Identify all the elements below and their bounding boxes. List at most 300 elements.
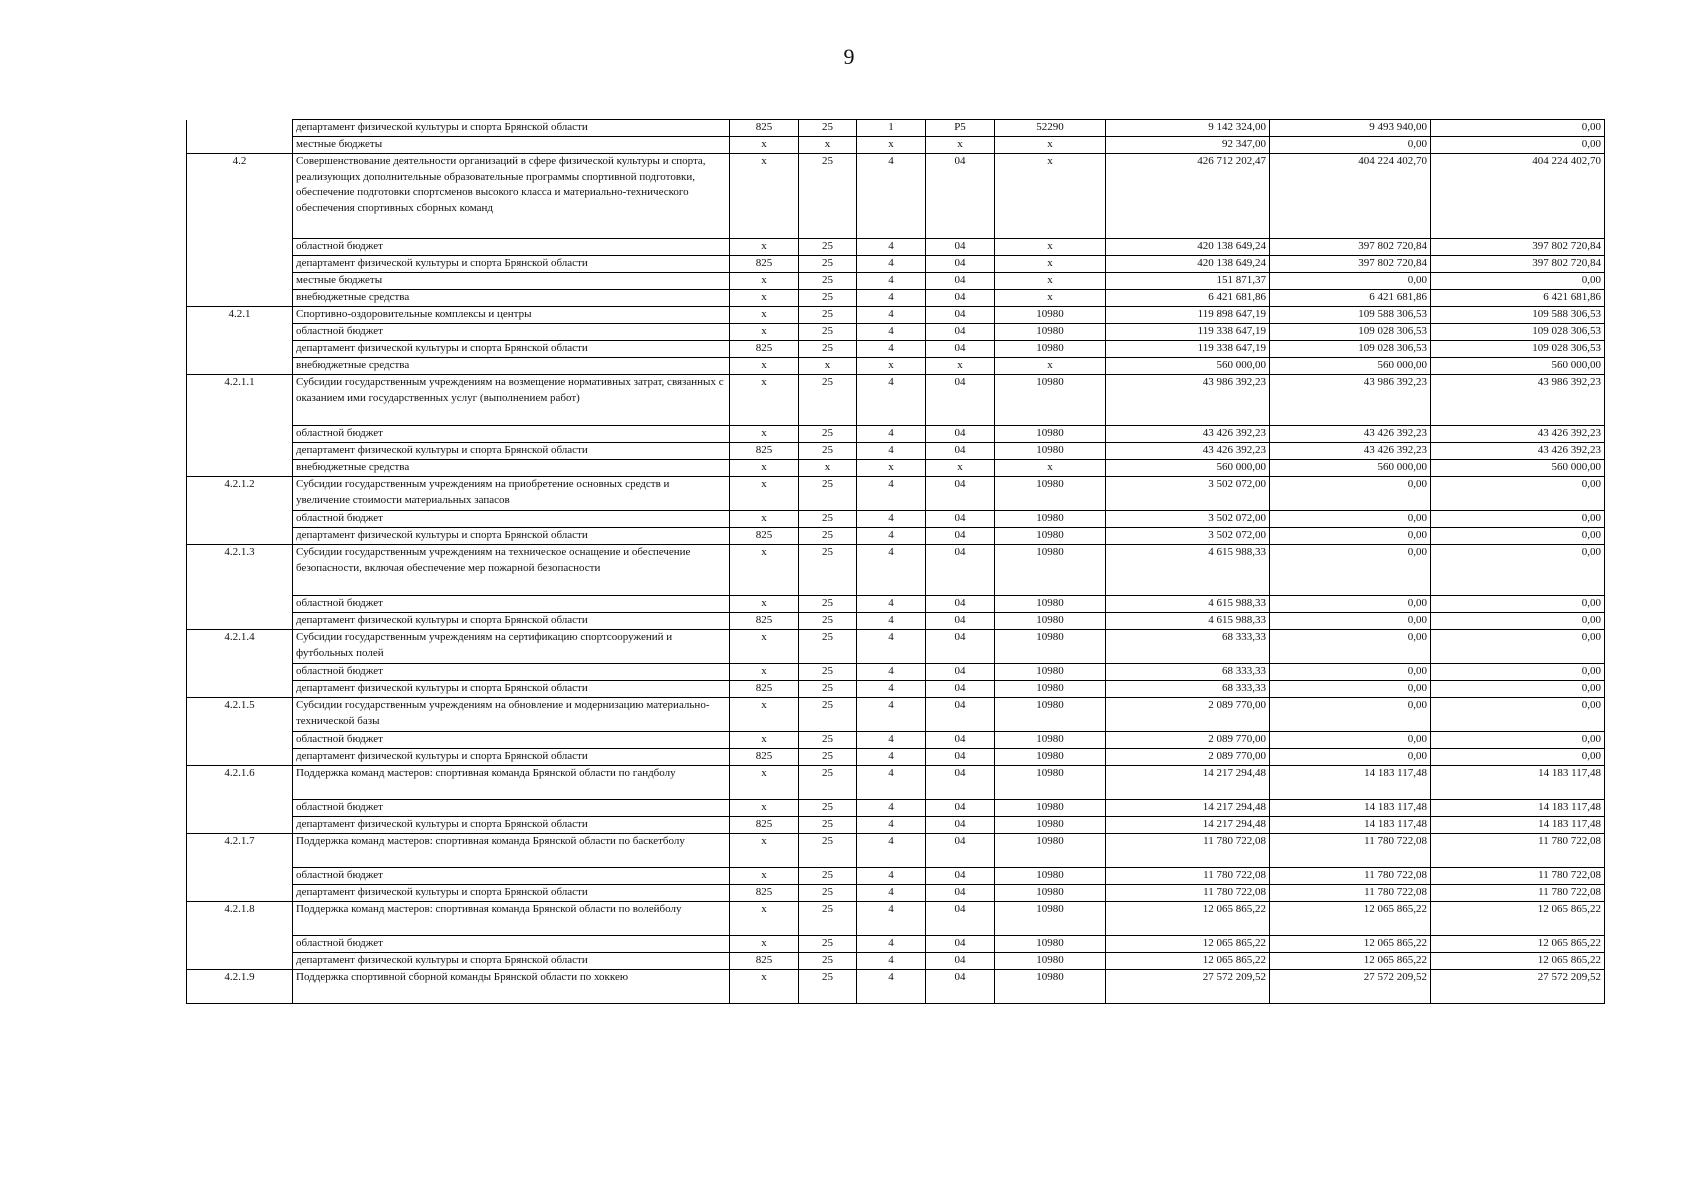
row-number-cell: 4.2	[187, 154, 293, 239]
description-cell: Поддержка спортивной сборной команды Брянской области по хоккею	[293, 970, 730, 1004]
amount-year1-cell: 11 780 722,08	[1106, 868, 1270, 885]
code-sub-cell: 4	[857, 477, 926, 511]
code-main-cell: 04	[926, 596, 995, 613]
amount-year3-cell: 43 426 392,23	[1431, 426, 1605, 443]
amount-year1-cell: 27 572 209,52	[1106, 970, 1270, 1004]
code-pr-cell: 25	[799, 800, 857, 817]
amount-year2-cell: 0,00	[1270, 749, 1431, 766]
code-direction-cell: 10980	[995, 545, 1106, 596]
amount-year1-cell: 12 065 865,22	[1106, 902, 1270, 936]
description-cell: Субсидии государственным учреждениям на сертификацию спортсооружений и футбольных полей	[293, 630, 730, 664]
code-sub-cell: x	[857, 137, 926, 154]
code-main-cell: 04	[926, 953, 995, 970]
row-number-cell: 4.2.1.9	[187, 970, 293, 1004]
code-pr-cell: 25	[799, 545, 857, 596]
amount-year1-cell: 4 615 988,33	[1106, 596, 1270, 613]
amount-year1-cell: 68 333,33	[1106, 681, 1270, 698]
code-direction-cell: 10980	[995, 936, 1106, 953]
code-pr-cell: 25	[799, 596, 857, 613]
code-pr-cell: 25	[799, 426, 857, 443]
code-sub-cell: 4	[857, 902, 926, 936]
row-number-cell	[187, 936, 293, 953]
row-number-cell	[187, 426, 293, 443]
table-row	[187, 970, 1605, 1004]
code-direction-cell: 10980	[995, 477, 1106, 511]
table-row	[187, 375, 1605, 426]
row-number-cell	[187, 460, 293, 477]
description-cell: департамент физической культуры и спорта Брянской области	[293, 120, 730, 137]
code-main-cell: 04	[926, 970, 995, 1004]
description-cell: департамент физической культуры и спорта Брянской области	[293, 341, 730, 358]
code-sub-cell: 4	[857, 732, 926, 749]
table-row	[187, 817, 1605, 834]
amount-year1-cell: 3 502 072,00	[1106, 477, 1270, 511]
code-gr-cell: x	[730, 137, 799, 154]
budget-table	[186, 119, 1605, 1004]
table-row	[187, 239, 1605, 256]
code-main-cell: 04	[926, 936, 995, 953]
row-number-cell	[187, 511, 293, 528]
amount-year3-cell: 43 986 392,23	[1431, 375, 1605, 426]
code-sub-cell: 4	[857, 307, 926, 324]
code-sub-cell: 4	[857, 868, 926, 885]
table-row	[187, 273, 1605, 290]
table-row	[187, 681, 1605, 698]
code-gr-cell: x	[730, 477, 799, 511]
amount-year3-cell: 0,00	[1431, 698, 1605, 732]
amount-year2-cell: 397 802 720,84	[1270, 239, 1431, 256]
description-cell: внебюджетные средства	[293, 290, 730, 307]
code-sub-cell: 4	[857, 885, 926, 902]
code-direction-cell: 10980	[995, 630, 1106, 664]
row-number-cell	[187, 256, 293, 273]
code-sub-cell: 4	[857, 630, 926, 664]
amount-year1-cell: 6 421 681,86	[1106, 290, 1270, 307]
description-cell: департамент физической культуры и спорта Брянской области	[293, 613, 730, 630]
table-row	[187, 936, 1605, 953]
amount-year2-cell: 0,00	[1270, 511, 1431, 528]
code-direction-cell: 10980	[995, 698, 1106, 732]
code-direction-cell: 10980	[995, 443, 1106, 460]
code-main-cell: 04	[926, 630, 995, 664]
code-sub-cell: 4	[857, 324, 926, 341]
code-direction-cell: x	[995, 358, 1106, 375]
row-number-cell	[187, 290, 293, 307]
code-direction-cell: x	[995, 137, 1106, 154]
description-cell: Субсидии государственным учреждениям на приобретение основных средств и увеличение стоимости материальных запасов	[293, 477, 730, 511]
description-cell: Поддержка команд мастеров: спортивная команда Брянской области по волейболу	[293, 902, 730, 936]
amount-year1-cell: 560 000,00	[1106, 460, 1270, 477]
code-pr-cell: 25	[799, 902, 857, 936]
code-sub-cell: 4	[857, 596, 926, 613]
description-cell: областной бюджет	[293, 868, 730, 885]
amount-year2-cell: 0,00	[1270, 477, 1431, 511]
code-main-cell: 04	[926, 256, 995, 273]
row-number-cell	[187, 953, 293, 970]
code-sub-cell: 4	[857, 273, 926, 290]
code-pr-cell: 25	[799, 324, 857, 341]
code-pr-cell: 25	[799, 664, 857, 681]
amount-year1-cell: 11 780 722,08	[1106, 834, 1270, 868]
amount-year3-cell: 404 224 402,70	[1431, 154, 1605, 239]
code-main-cell: 04	[926, 698, 995, 732]
code-pr-cell: 25	[799, 341, 857, 358]
description-cell: внебюджетные средства	[293, 358, 730, 375]
amount-year1-cell: 14 217 294,48	[1106, 800, 1270, 817]
row-number-cell	[187, 868, 293, 885]
code-direction-cell: 10980	[995, 664, 1106, 681]
description-cell: Спортивно-оздоровительные комплексы и центры	[293, 307, 730, 324]
code-sub-cell: 4	[857, 528, 926, 545]
code-direction-cell: x	[995, 460, 1106, 477]
amount-year3-cell: 0,00	[1431, 732, 1605, 749]
code-main-cell: 04	[926, 375, 995, 426]
row-number-cell	[187, 749, 293, 766]
amount-year3-cell: 0,00	[1431, 596, 1605, 613]
description-cell: департамент физической культуры и спорта Брянской области	[293, 443, 730, 460]
row-number-cell	[187, 800, 293, 817]
row-number-cell	[187, 324, 293, 341]
row-number-cell	[187, 358, 293, 375]
description-cell: областной бюджет	[293, 239, 730, 256]
table-row	[187, 630, 1605, 664]
description-cell: департамент физической культуры и спорта Брянской области	[293, 528, 730, 545]
code-pr-cell: 25	[799, 749, 857, 766]
amount-year1-cell: 11 780 722,08	[1106, 885, 1270, 902]
code-pr-cell: 25	[799, 698, 857, 732]
row-number-cell	[187, 817, 293, 834]
amount-year2-cell: 11 780 722,08	[1270, 885, 1431, 902]
code-direction-cell: 10980	[995, 511, 1106, 528]
table-row	[187, 902, 1605, 936]
amount-year1-cell: 119 898 647,19	[1106, 307, 1270, 324]
amount-year2-cell: 11 780 722,08	[1270, 834, 1431, 868]
amount-year2-cell: 14 183 117,48	[1270, 817, 1431, 834]
description-cell: департамент физической культуры и спорта Брянской области	[293, 953, 730, 970]
code-pr-cell: 25	[799, 885, 857, 902]
code-gr-cell: x	[730, 154, 799, 239]
code-main-cell: 04	[926, 273, 995, 290]
code-pr-cell: 25	[799, 868, 857, 885]
row-number-cell	[187, 613, 293, 630]
code-pr-cell: 25	[799, 630, 857, 664]
code-main-cell: 04	[926, 443, 995, 460]
amount-year2-cell: 109 028 306,53	[1270, 341, 1431, 358]
code-direction-cell: x	[995, 256, 1106, 273]
amount-year3-cell: 0,00	[1431, 545, 1605, 596]
code-gr-cell: x	[730, 766, 799, 800]
amount-year2-cell: 0,00	[1270, 664, 1431, 681]
row-number-cell	[187, 596, 293, 613]
table-row	[187, 732, 1605, 749]
code-main-cell: 04	[926, 749, 995, 766]
amount-year3-cell: 560 000,00	[1431, 358, 1605, 375]
table-row	[187, 885, 1605, 902]
amount-year1-cell: 68 333,33	[1106, 664, 1270, 681]
amount-year1-cell: 426 712 202,47	[1106, 154, 1270, 239]
code-sub-cell: 4	[857, 375, 926, 426]
amount-year3-cell: 0,00	[1431, 630, 1605, 664]
description-cell: Субсидии государственным учреждениям на возмещение нормативных затрат, связанных с оказанием ими государственных услуг (выполнением работ)	[293, 375, 730, 426]
code-pr-cell: 25	[799, 239, 857, 256]
description-cell: областной бюджет	[293, 324, 730, 341]
code-direction-cell: 10980	[995, 324, 1106, 341]
amount-year3-cell: 14 183 117,48	[1431, 817, 1605, 834]
code-sub-cell: 4	[857, 953, 926, 970]
code-pr-cell: 25	[799, 970, 857, 1004]
row-number-cell: 4.2.1.1	[187, 375, 293, 426]
amount-year1-cell: 119 338 647,19	[1106, 341, 1270, 358]
amount-year1-cell: 560 000,00	[1106, 358, 1270, 375]
table-row	[187, 800, 1605, 817]
code-main-cell: 04	[926, 885, 995, 902]
table-row	[187, 341, 1605, 358]
table-row	[187, 426, 1605, 443]
amount-year2-cell: 12 065 865,22	[1270, 953, 1431, 970]
code-gr-cell: x	[730, 902, 799, 936]
row-number-cell: 4.2.1	[187, 307, 293, 324]
amount-year3-cell: 0,00	[1431, 137, 1605, 154]
code-main-cell: x	[926, 358, 995, 375]
amount-year2-cell: 0,00	[1270, 681, 1431, 698]
table-row	[187, 477, 1605, 511]
amount-year2-cell: 6 421 681,86	[1270, 290, 1431, 307]
code-gr-cell: 825	[730, 681, 799, 698]
amount-year3-cell: 0,00	[1431, 528, 1605, 545]
row-number-cell	[187, 273, 293, 290]
code-gr-cell: x	[730, 664, 799, 681]
code-pr-cell: x	[799, 137, 857, 154]
table-row	[187, 698, 1605, 732]
code-gr-cell: x	[730, 834, 799, 868]
amount-year1-cell: 2 089 770,00	[1106, 749, 1270, 766]
amount-year1-cell: 43 426 392,23	[1106, 426, 1270, 443]
table-row	[187, 766, 1605, 800]
code-gr-cell: 825	[730, 528, 799, 545]
amount-year2-cell: 0,00	[1270, 137, 1431, 154]
code-main-cell: x	[926, 137, 995, 154]
description-cell: областной бюджет	[293, 732, 730, 749]
code-direction-cell: 10980	[995, 953, 1106, 970]
amount-year2-cell: 9 493 940,00	[1270, 120, 1431, 137]
code-main-cell: 04	[926, 324, 995, 341]
amount-year2-cell: 0,00	[1270, 596, 1431, 613]
table-row	[187, 256, 1605, 273]
code-gr-cell: x	[730, 800, 799, 817]
row-number-cell: 4.2.1.2	[187, 477, 293, 511]
row-number-cell: 4.2.1.7	[187, 834, 293, 868]
amount-year2-cell: 0,00	[1270, 545, 1431, 596]
code-direction-cell: 10980	[995, 902, 1106, 936]
amount-year2-cell: 397 802 720,84	[1270, 256, 1431, 273]
code-gr-cell: x	[730, 307, 799, 324]
code-direction-cell: x	[995, 273, 1106, 290]
code-direction-cell: 10980	[995, 341, 1106, 358]
description-cell: областной бюджет	[293, 800, 730, 817]
code-gr-cell: x	[730, 596, 799, 613]
row-number-cell	[187, 137, 293, 154]
code-direction-cell: 10980	[995, 970, 1106, 1004]
code-gr-cell: 825	[730, 613, 799, 630]
table-row	[187, 290, 1605, 307]
table-row	[187, 613, 1605, 630]
amount-year1-cell: 3 502 072,00	[1106, 511, 1270, 528]
code-main-cell: 04	[926, 902, 995, 936]
amount-year1-cell: 420 138 649,24	[1106, 239, 1270, 256]
amount-year3-cell: 43 426 392,23	[1431, 443, 1605, 460]
table-row	[187, 511, 1605, 528]
code-direction-cell: 10980	[995, 596, 1106, 613]
code-sub-cell: 4	[857, 970, 926, 1004]
code-gr-cell: 825	[730, 749, 799, 766]
amount-year3-cell: 0,00	[1431, 120, 1605, 137]
code-gr-cell: x	[730, 732, 799, 749]
code-sub-cell: 4	[857, 341, 926, 358]
amount-year1-cell: 2 089 770,00	[1106, 732, 1270, 749]
code-main-cell: 04	[926, 528, 995, 545]
table-row	[187, 664, 1605, 681]
code-pr-cell: 25	[799, 834, 857, 868]
table-row	[187, 953, 1605, 970]
code-main-cell: 04	[926, 613, 995, 630]
amount-year3-cell: 560 000,00	[1431, 460, 1605, 477]
amount-year3-cell: 397 802 720,84	[1431, 256, 1605, 273]
amount-year2-cell: 0,00	[1270, 273, 1431, 290]
code-pr-cell: 25	[799, 613, 857, 630]
description-cell: департамент физической культуры и спорта Брянской области	[293, 885, 730, 902]
row-number-cell	[187, 664, 293, 681]
code-direction-cell: 10980	[995, 426, 1106, 443]
code-main-cell: 04	[926, 800, 995, 817]
code-gr-cell: x	[730, 460, 799, 477]
description-cell: Поддержка команд мастеров: спортивная команда Брянской области по гандболу	[293, 766, 730, 800]
amount-year2-cell: 0,00	[1270, 613, 1431, 630]
code-main-cell: 04	[926, 426, 995, 443]
description-cell: департамент физической культуры и спорта Брянской области	[293, 681, 730, 698]
amount-year1-cell: 43 426 392,23	[1106, 443, 1270, 460]
amount-year3-cell: 14 183 117,48	[1431, 800, 1605, 817]
amount-year3-cell: 0,00	[1431, 273, 1605, 290]
description-cell: областной бюджет	[293, 596, 730, 613]
budget-table-body	[187, 120, 1605, 1004]
amount-year3-cell: 109 028 306,53	[1431, 324, 1605, 341]
code-sub-cell: 4	[857, 698, 926, 732]
amount-year1-cell: 4 615 988,33	[1106, 613, 1270, 630]
description-cell: Совершенствование деятельности организаций в сфере физической культуры и спорта, реализующих дополнительные образовательные программы спортивной подготовки, обеспечение подготовки спортсменов высокого класса и материально-технического обеспечения спортивных сборных команд	[293, 154, 730, 239]
code-sub-cell: 4	[857, 749, 926, 766]
code-sub-cell: 4	[857, 766, 926, 800]
code-main-cell: 04	[926, 511, 995, 528]
code-pr-cell: 25	[799, 953, 857, 970]
amount-year1-cell: 9 142 324,00	[1106, 120, 1270, 137]
amount-year2-cell: 560 000,00	[1270, 460, 1431, 477]
code-gr-cell: x	[730, 545, 799, 596]
amount-year3-cell: 11 780 722,08	[1431, 868, 1605, 885]
code-direction-cell: 10980	[995, 732, 1106, 749]
table-row	[187, 460, 1605, 477]
code-sub-cell: 4	[857, 511, 926, 528]
amount-year3-cell: 0,00	[1431, 613, 1605, 630]
description-cell: местные бюджеты	[293, 137, 730, 154]
code-main-cell: 04	[926, 341, 995, 358]
amount-year1-cell: 4 615 988,33	[1106, 545, 1270, 596]
description-cell: Поддержка команд мастеров: спортивная команда Брянской области по баскетболу	[293, 834, 730, 868]
amount-year2-cell: 560 000,00	[1270, 358, 1431, 375]
description-cell: областной бюджет	[293, 511, 730, 528]
amount-year3-cell: 397 802 720,84	[1431, 239, 1605, 256]
amount-year2-cell: 43 426 392,23	[1270, 443, 1431, 460]
code-gr-cell: x	[730, 630, 799, 664]
description-cell: областной бюджет	[293, 426, 730, 443]
row-number-cell	[187, 732, 293, 749]
amount-year3-cell: 12 065 865,22	[1431, 902, 1605, 936]
amount-year2-cell: 12 065 865,22	[1270, 902, 1431, 936]
description-cell: Субсидии государственным учреждениям на техническое оснащение и обеспечение безопасности, включая обеспечение мер пожарной безопасности	[293, 545, 730, 596]
table-row	[187, 834, 1605, 868]
code-direction-cell: 10980	[995, 868, 1106, 885]
code-direction-cell: 10980	[995, 307, 1106, 324]
amount-year1-cell: 68 333,33	[1106, 630, 1270, 664]
code-pr-cell: 25	[799, 307, 857, 324]
code-pr-cell: 25	[799, 511, 857, 528]
code-gr-cell: 825	[730, 120, 799, 137]
amount-year1-cell: 12 065 865,22	[1106, 953, 1270, 970]
amount-year2-cell: 27 572 209,52	[1270, 970, 1431, 1004]
code-main-cell: 04	[926, 868, 995, 885]
code-main-cell: 04	[926, 681, 995, 698]
table-row	[187, 324, 1605, 341]
amount-year1-cell: 14 217 294,48	[1106, 817, 1270, 834]
code-main-cell: 04	[926, 239, 995, 256]
amount-year3-cell: 27 572 209,52	[1431, 970, 1605, 1004]
amount-year3-cell: 0,00	[1431, 749, 1605, 766]
row-number-cell	[187, 341, 293, 358]
table-row	[187, 358, 1605, 375]
code-main-cell: 04	[926, 477, 995, 511]
code-pr-cell: 25	[799, 817, 857, 834]
table-row	[187, 596, 1605, 613]
amount-year3-cell: 14 183 117,48	[1431, 766, 1605, 800]
code-direction-cell: 10980	[995, 613, 1106, 630]
amount-year1-cell: 92 347,00	[1106, 137, 1270, 154]
code-main-cell: 04	[926, 307, 995, 324]
amount-year2-cell: 109 588 306,53	[1270, 307, 1431, 324]
code-direction-cell: 10980	[995, 834, 1106, 868]
code-gr-cell: x	[730, 324, 799, 341]
amount-year2-cell: 0,00	[1270, 698, 1431, 732]
code-direction-cell: 52290	[995, 120, 1106, 137]
amount-year3-cell: 0,00	[1431, 511, 1605, 528]
code-sub-cell: 4	[857, 443, 926, 460]
row-number-cell: 4.2.1.4	[187, 630, 293, 664]
amount-year1-cell: 2 089 770,00	[1106, 698, 1270, 732]
code-pr-cell: 25	[799, 528, 857, 545]
code-pr-cell: 25	[799, 477, 857, 511]
code-gr-cell: 825	[730, 817, 799, 834]
row-number-cell: 4.2.1.6	[187, 766, 293, 800]
code-sub-cell: x	[857, 358, 926, 375]
row-number-cell: 4.2.1.3	[187, 545, 293, 596]
code-sub-cell: 4	[857, 936, 926, 953]
amount-year3-cell: 12 065 865,22	[1431, 936, 1605, 953]
amount-year2-cell: 404 224 402,70	[1270, 154, 1431, 239]
code-sub-cell: 4	[857, 256, 926, 273]
description-cell: Субсидии государственным учреждениям на обновление и модернизацию материально-технической базы	[293, 698, 730, 732]
table-row	[187, 545, 1605, 596]
code-pr-cell: 25	[799, 766, 857, 800]
code-gr-cell: x	[730, 511, 799, 528]
code-sub-cell: 4	[857, 545, 926, 596]
